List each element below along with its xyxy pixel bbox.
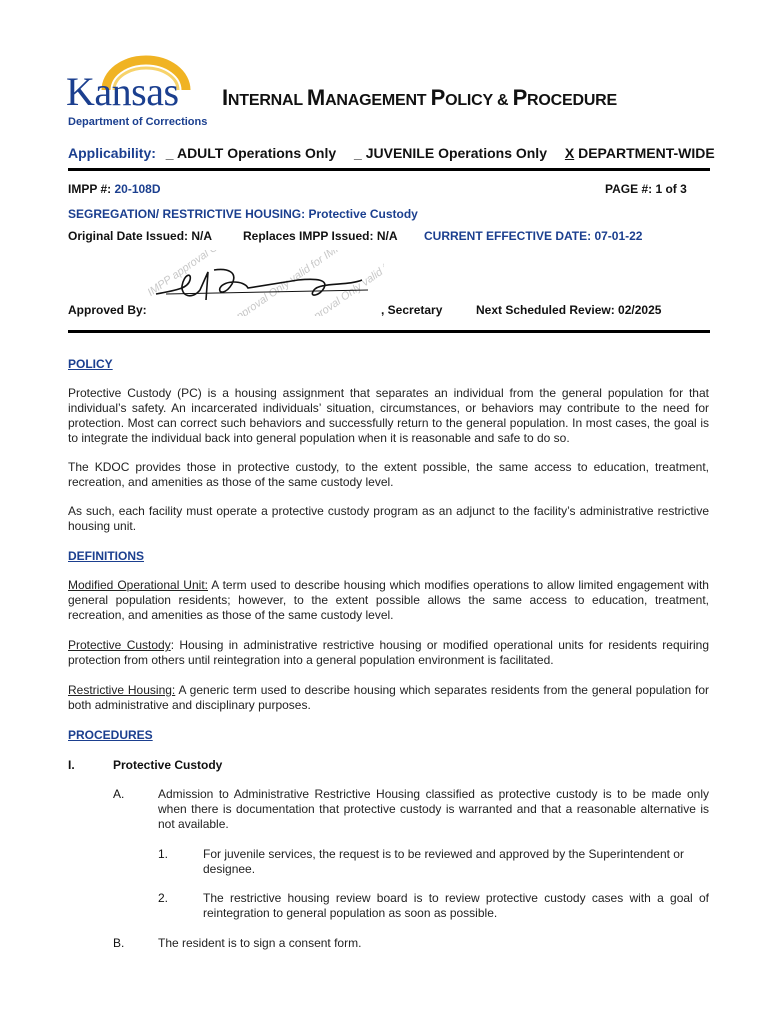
applicability-line	[68, 145, 715, 161]
title-rest: OLICY &	[445, 92, 513, 109]
adult-option: _ ADULT Operations Only	[165, 145, 337, 161]
item-a1-text: For juvenile services, the request is to be reviewed and approved by the Superintendent or designee.	[203, 847, 684, 876]
department-name: Department of Corrections	[68, 116, 208, 128]
document-title	[222, 85, 617, 111]
title-rest: ROCEDURE	[527, 92, 618, 109]
dept-wide-option: X DEPARTMENT-WIDE	[564, 145, 715, 161]
policy-subject: SEGREGATION/ RESTRICTIVE HOUSING: Protective Custody	[68, 207, 418, 221]
item-a-label: A.	[113, 787, 125, 801]
next-scheduled-review: Next Scheduled Review: 02/2025	[476, 303, 662, 317]
title-initial: I	[222, 85, 228, 110]
impp-number: IMPP #: 20-108D	[68, 182, 161, 196]
item-b-text: The resident is to sign a consent form.	[158, 936, 362, 950]
definition-restrictive-housing: Restrictive Housing: A generic term used to describe housing which separates residents from the general population for both administrative and disciplinary purposes.	[68, 683, 709, 712]
policy-heading: POLICY	[68, 357, 113, 371]
replaces-impp: Replaces IMPP Issued: N/A	[243, 229, 398, 243]
item-a2-text: The restrictive housing review board is to review protective custody cases with a goal of reintegration to general population as soon as possible.	[203, 891, 709, 920]
header-divider	[68, 168, 710, 171]
item-a1-number: 1.	[158, 847, 169, 861]
logo-wordmark: Kansas	[66, 69, 179, 114]
approved-by-label: Approved By:	[68, 303, 147, 317]
current-effective-date: CURRENT EFFECTIVE DATE: 07-01-22	[424, 229, 643, 243]
title-initial: P	[512, 85, 528, 110]
signature-area	[148, 250, 384, 316]
title-rest: NTERNAL	[227, 92, 307, 109]
section-number: I.	[68, 758, 75, 772]
item-a2-number: 2.	[158, 891, 169, 905]
policy-paragraph-2: The KDOC provides those in protective custody, to the extent possible, the same access to education, treatment, recreation, and amenities as those of the same custody level.	[68, 460, 709, 489]
title-initial: M	[306, 85, 326, 110]
definition-modified-operational-unit: Modified Operational Unit: A term used to describe housing which modifies operations to allow limited engagement with general population residents; however, to the extent possible allows the same access to education, treatment, recreation, and amenities as those of the same custody level.	[68, 578, 709, 622]
applicability-label: Applicability:	[68, 145, 156, 161]
juvenile-option: _ JUVENILE Operations Only	[354, 145, 547, 161]
title-rest: ANAGEMENT	[325, 92, 431, 109]
original-date-issued: Original Date Issued: N/A	[68, 229, 213, 243]
page-number: PAGE #: 1 of 3	[605, 182, 687, 196]
kansas-logo	[66, 52, 216, 122]
policy-paragraph-3: As such, each facility must operate a protective custody program as an adjunct to the facility’s administrative restrictive housing unit.	[68, 504, 709, 533]
meta-divider	[68, 330, 710, 333]
definition-protective-custody: Protective Custody: Housing in administrative restrictive housing or modified operational units for residents requiring protection from others until reintegration into a general population environment is facilitated.	[68, 638, 709, 667]
item-b-label: B.	[113, 936, 125, 950]
policy-paragraph-1: Protective Custody (PC) is a housing assignment that separates an individual from the general population for that individual’s safety. An incarcerated individuals’ situation, circumstances, or behaviors may contribute to the need for protection. Most can correct such behaviors and successfully return to the general population. In most cases, the goal is to integrate the individual back into general population when it is reasonable and safe to do so.	[68, 386, 709, 445]
section-title: Protective Custody	[113, 758, 223, 772]
secretary-title: , Secretary	[381, 303, 443, 317]
item-a-text: Admission to Administrative Restrictive Housing classified as protective custody is to be made only when there is documentation that protective custody is warranted and that a reasonable alternative is not available.	[158, 787, 709, 831]
signature-icon	[148, 250, 384, 316]
title-initial: P	[430, 85, 446, 110]
definitions-heading: DEFINITIONS	[68, 549, 145, 563]
procedures-heading: PROCEDURES	[68, 728, 153, 742]
